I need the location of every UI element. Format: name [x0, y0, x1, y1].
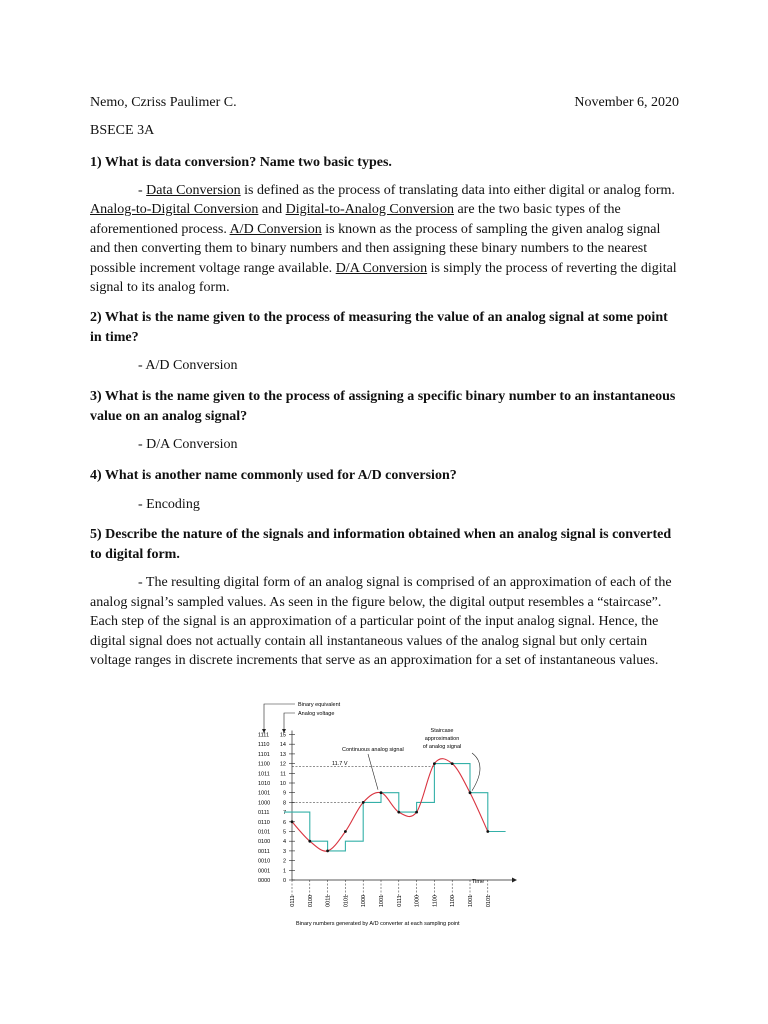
- y-tick-binary: 0110: [258, 819, 270, 826]
- question-1-text: 1) What is data conversion? Name two basic types.: [90, 155, 392, 170]
- y-axis-ticks: [258, 731, 517, 885]
- x-tick-binary: 1100: [432, 895, 439, 907]
- y-tick-value: 7: [282, 810, 286, 817]
- x-tick-binary: 0101: [485, 894, 492, 908]
- signal-series: [284, 753, 506, 852]
- y-tick-value: 12: [279, 761, 286, 768]
- y-tick-binary: 1111: [258, 732, 270, 739]
- analog-sample-point: [451, 762, 454, 765]
- answer-5: - The resulting digital form of an analog signal is comprised of an approximation of each of the analog signal’s sampled values. As seen in the figure below, the digital output resembles a “staircase”. Each step of the signal is an approximation of a particular point of the input analog signal. Hence, the digital signal does not actually contain all instantaneous values of the analog signal but only certain voltage ranges in discrete increments that serve as an approximation for a set of instantaneous values.: [90, 575, 672, 668]
- voltage-note: 11.7 V: [332, 761, 348, 767]
- y-tick-binary: 1101: [258, 751, 270, 758]
- answer-4: - Encoding: [138, 496, 200, 512]
- answer-1-part: is known as the process of sampling the given analog signal and then converting them to binary numbers and then assigning these binary numbers to the nearest possible increment voltage range available.: [90, 221, 661, 276]
- question-2-text: 2) What is the name given to the process of measuring the value of an analog signal at some point in time?: [90, 310, 668, 345]
- analog-sample-point: [326, 850, 329, 853]
- answer-1-part: is defined as the process of translating data into either digital or analog form.: [240, 182, 675, 198]
- analog-series-line: [292, 759, 488, 851]
- x-tick-binary: 1000: [361, 894, 368, 908]
- x-tick-binary: 1100: [450, 895, 457, 907]
- analog-sample-point: [344, 830, 347, 833]
- analog-sample-point: [380, 791, 383, 794]
- x-tick-binary: 0111: [396, 895, 403, 907]
- answer-1-part: is simply the process of reverting the digital signal to its analog form.: [90, 260, 677, 295]
- x-tick-binary: 1001: [468, 894, 474, 908]
- y-tick-value: 13: [279, 751, 286, 758]
- answer-1-part: -: [138, 182, 147, 198]
- header-row: [90, 93, 679, 113]
- answer-1: [90, 181, 680, 298]
- legend-brackets: [262, 704, 295, 733]
- question-2: [90, 308, 680, 376]
- analog-sample-point: [415, 811, 418, 814]
- answer-1-part: are the two basic types of the aforementioned process.: [90, 202, 621, 237]
- y-tick-binary: 0001: [258, 868, 271, 875]
- x-axis-label: Time: [472, 879, 485, 885]
- y-tick-value: 1: [282, 868, 286, 875]
- y-tick-binary: 0000: [258, 878, 271, 884]
- y-tick-value: 11: [280, 771, 286, 778]
- question-4: [90, 466, 680, 514]
- x-tick-binary: 0100: [307, 894, 314, 908]
- answer-1-part: and: [258, 202, 286, 217]
- analog-sample-point: [486, 830, 489, 833]
- analog-sample-point: [308, 840, 311, 843]
- legend-bracket-binary: [264, 704, 295, 733]
- y-tick-binary: 0011: [258, 848, 270, 855]
- y-tick-binary: 0010: [258, 858, 271, 865]
- x-axis-binary-labels: [290, 895, 492, 907]
- term-ad-conversion: A/D Conversion: [229, 221, 322, 237]
- term-adc: Analog-to-Digital Conversion: [90, 202, 259, 217]
- question-5: [90, 525, 680, 671]
- x-tick-binary: 1000: [414, 894, 421, 908]
- legend-analog-voltage: Analog voltage: [298, 711, 335, 717]
- question-4-text: 4) What is another name commonly used for A/D conversion?: [90, 468, 457, 483]
- question-3: [90, 387, 680, 455]
- student-name: Nemo, Czriss Paulimer C.: [90, 95, 237, 110]
- term-dac: Digital-to-Analog Conversion: [285, 202, 454, 217]
- y-tick-value: 14: [279, 742, 286, 749]
- continuous-signal-note: Continuous analog signal: [342, 747, 404, 753]
- question-3-text: 3) What is the name given to the process of assigning a specific binary number to an instantaneous value on an analog signal?: [90, 389, 676, 424]
- y-tick-binary: 0101: [258, 829, 271, 836]
- y-tick-value: 6: [282, 819, 286, 826]
- y-tick-binary: 0100: [258, 839, 271, 846]
- y-tick-value: 4: [282, 839, 286, 846]
- y-tick-value: 9: [282, 790, 286, 797]
- staircase-note-line: Staircase: [430, 728, 454, 734]
- legend-bracket-analog: [284, 713, 295, 733]
- y-tick-binary: 1011: [258, 771, 270, 778]
- term-da-conversion: D/A Conversion: [335, 260, 428, 276]
- question-1: [90, 153, 680, 298]
- y-tick-binary: 1001: [258, 790, 271, 797]
- term-data-conversion: Data Conversion: [146, 182, 241, 198]
- y-tick-value: 15: [279, 732, 286, 739]
- x-tick-binary: 0111: [290, 895, 296, 907]
- x-tick-binary: 0101: [343, 894, 350, 908]
- analog-sample-point: [362, 801, 365, 804]
- staircase-note-arrow: [472, 753, 480, 791]
- answer-2: - A/D Conversion: [138, 358, 238, 373]
- staircase-series-line: [284, 764, 506, 851]
- staircase-note-line: of analog signal: [422, 744, 462, 750]
- x-axis-arrow: [512, 878, 517, 883]
- document-date: November 6, 2020: [574, 95, 679, 110]
- y-tick-value: 10: [279, 781, 286, 787]
- analog-sample-point: [397, 811, 400, 814]
- answer-3: - D/A Conversion: [138, 437, 238, 452]
- y-tick-binary: 1100: [258, 761, 270, 768]
- y-tick-value: 5: [282, 829, 286, 836]
- legend-binary-equivalent: Binary equivalent: [298, 702, 341, 708]
- y-tick-value: 2: [282, 858, 286, 865]
- y-tick-binary: 1110: [258, 742, 270, 749]
- y-tick-value: 3: [282, 848, 286, 855]
- x-tick-binary: 0011: [325, 895, 332, 907]
- y-tick-value: 0: [282, 878, 286, 884]
- reference-lines: [292, 767, 488, 898]
- analog-sample-point: [433, 762, 436, 765]
- analog-sample-point: [291, 820, 294, 823]
- y-tick-binary: 1010: [258, 781, 271, 787]
- student-section: BSECE 3A: [90, 123, 155, 138]
- adc-staircase-figure: [250, 695, 530, 935]
- continuous-note-arrow: [368, 754, 378, 790]
- y-tick-binary: 0111: [258, 810, 270, 817]
- analog-sample-point: [469, 791, 472, 794]
- staircase-note-line: approximation: [424, 736, 460, 742]
- y-tick-value: 8: [282, 800, 286, 807]
- figure-caption: Binary numbers generated by A/D converter at each sampling point: [296, 921, 460, 927]
- x-tick-binary: 1001: [379, 894, 385, 908]
- question-5-text: 5) Describe the nature of the signals and information obtained when an analog signal is converted to digital form.: [90, 527, 672, 562]
- y-tick-binary: 1000: [258, 800, 271, 807]
